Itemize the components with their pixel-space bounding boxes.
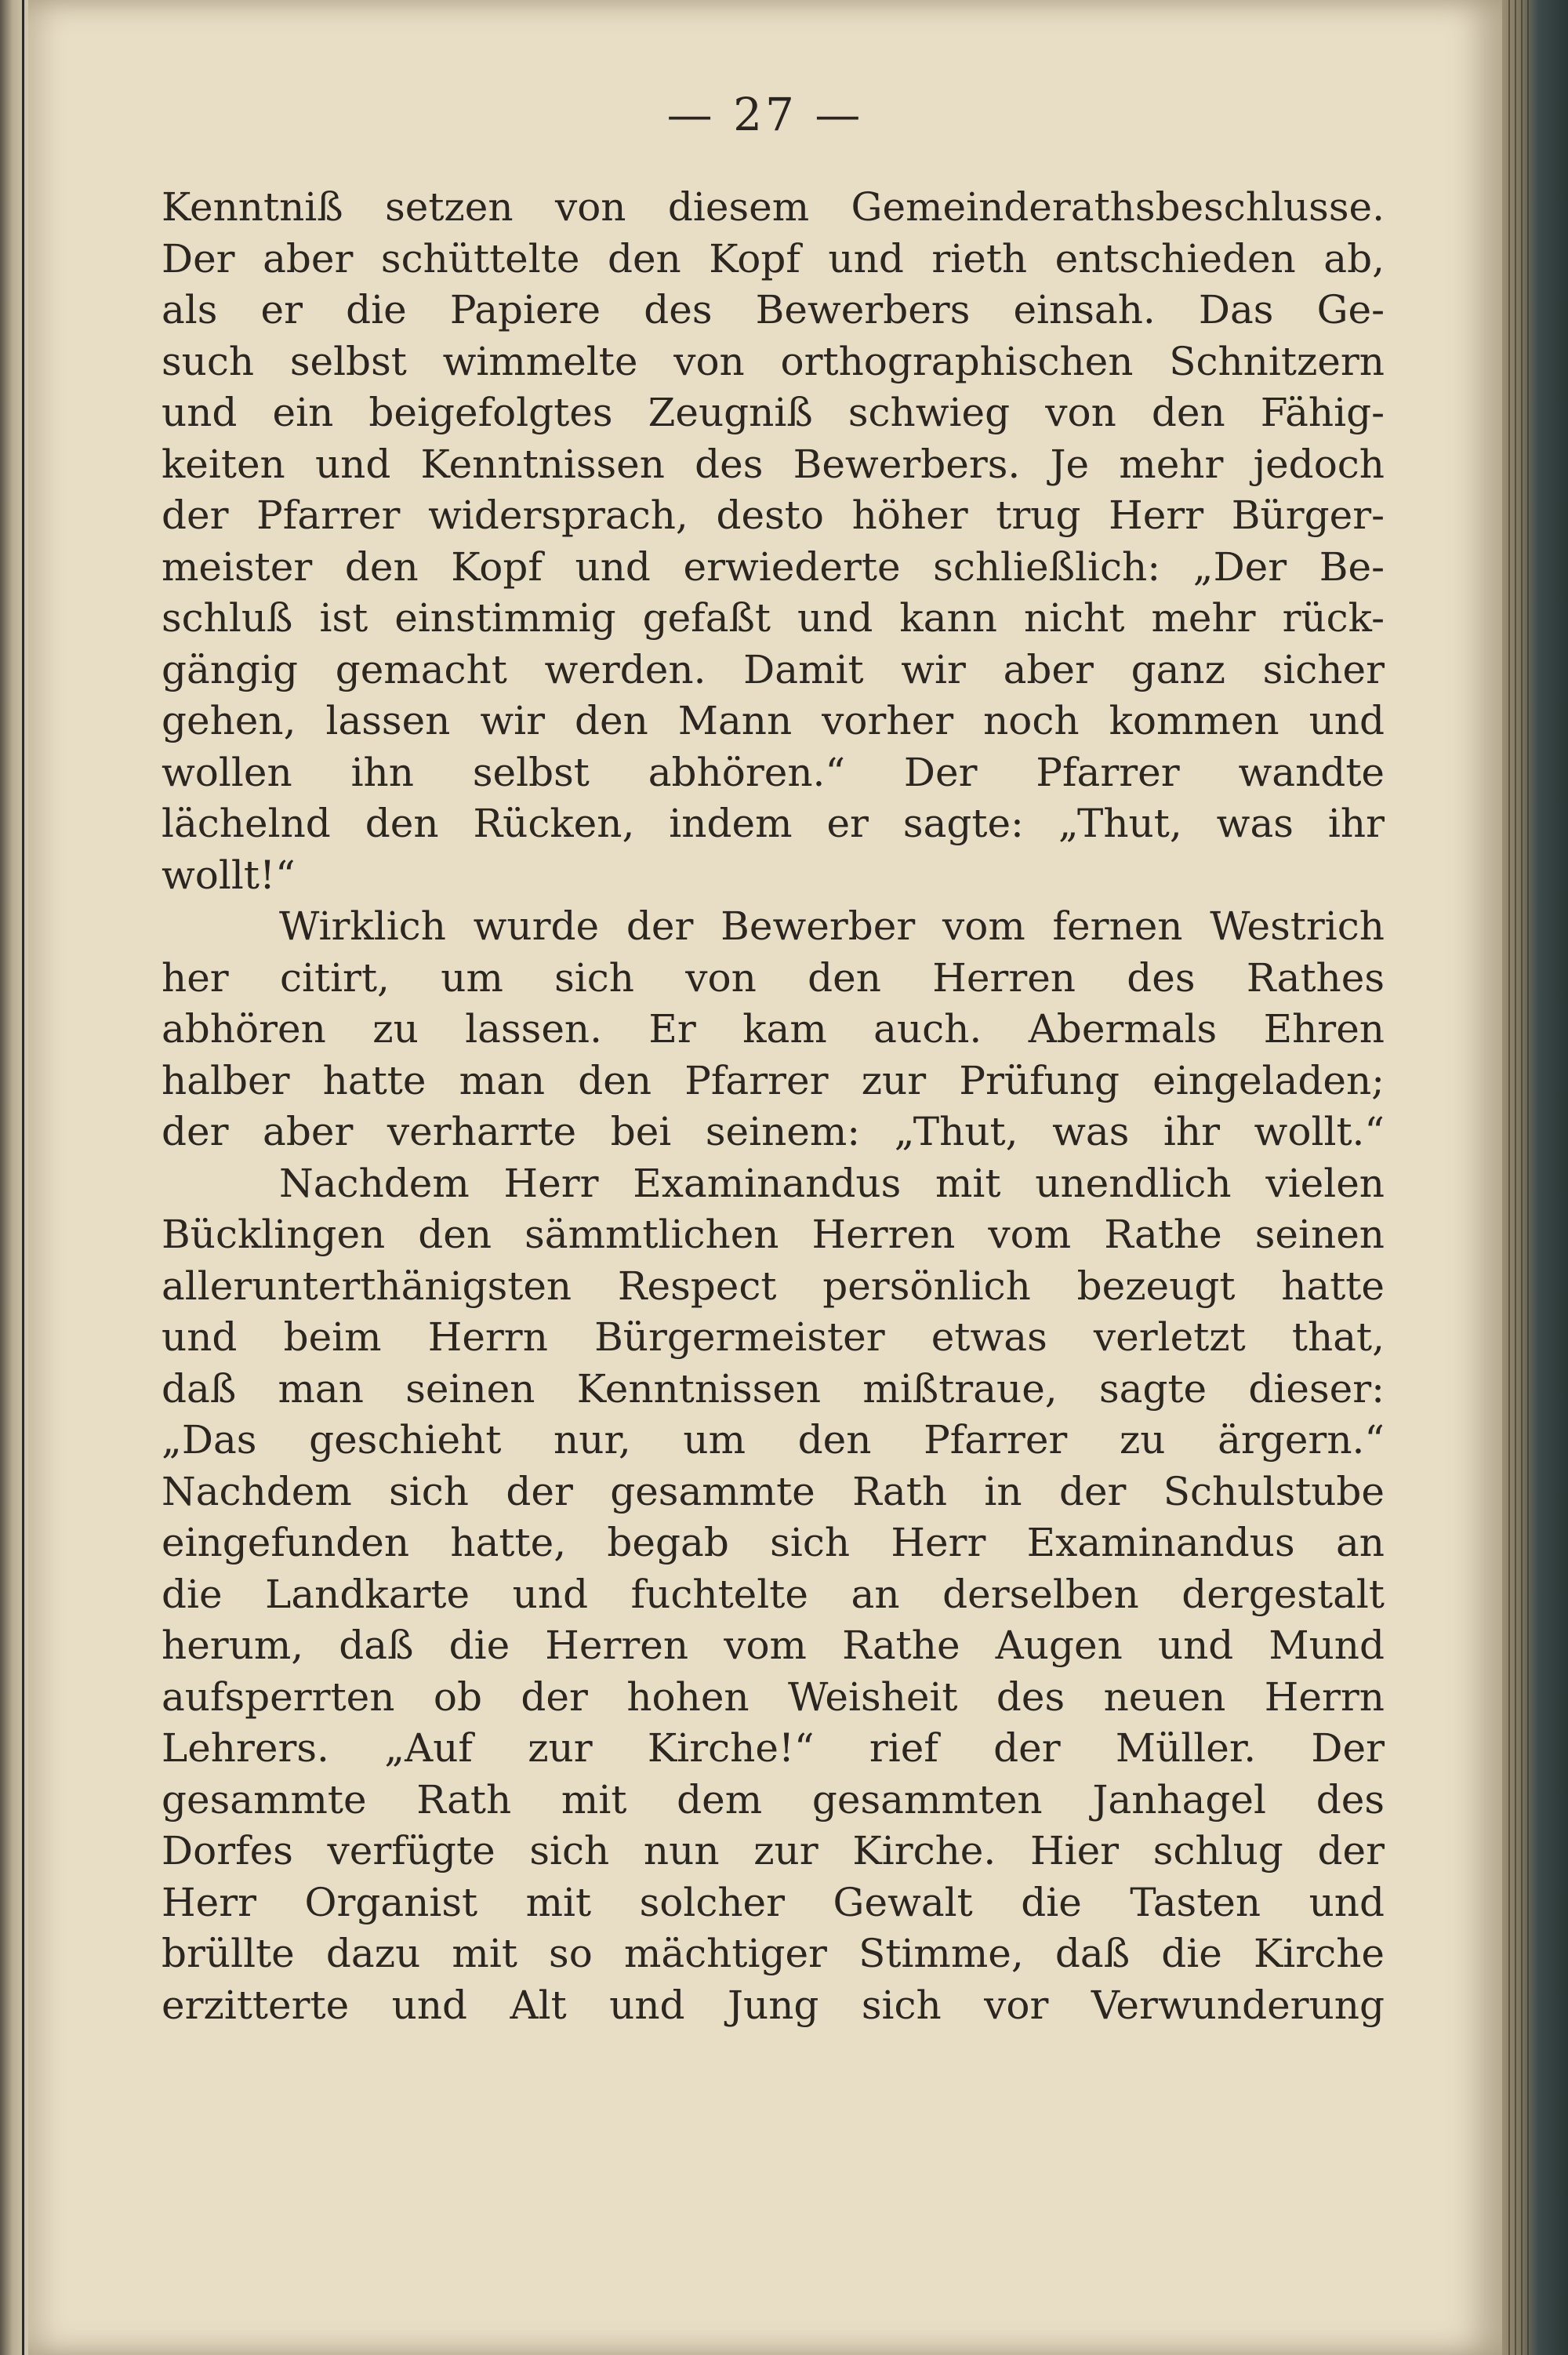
book-binding-edge <box>1502 0 1568 2355</box>
page-edge-line <box>1508 0 1510 2355</box>
text-line: wollen ihn selbst abhören.“ Der Pfarrer wandte <box>162 749 1385 795</box>
text-line: keiten und Kenntnissen des Bewerbers. Je mehr jedoch <box>162 441 1385 487</box>
text-line: Lehrers. „Auf zur Kirche!“ rief der Müller. Der <box>162 1725 1385 1771</box>
page-text <box>162 182 1385 2031</box>
text-line: erzitterte und Alt und Jung sich vor Verwunderung <box>162 1982 1385 2028</box>
text-line: Der aber schüttelte den Kopf und rieth entschieden ab, <box>162 235 1385 282</box>
text-line: Herr Organist mit solcher Gewalt die Tasten und <box>162 1879 1385 1925</box>
text-line: lächelnd den Rücken, indem er sagte: „Thut, was ihr <box>162 801 1385 846</box>
text-line: brüllte dazu mit so mächtiger Stimme, daß die Kirche <box>162 1931 1385 1976</box>
text-line: und ein beigefolgtes Zeugniß schwieg von den Fähig- <box>162 390 1385 435</box>
text-line: Nachdem Herr Examinandus mit unendlich vielen <box>279 1160 1385 1206</box>
page-edge-line <box>1515 0 1516 2355</box>
page-edge-line <box>1521 0 1523 2355</box>
text-line: die Landkarte und fuchtelte an derselben dergestalt <box>162 1571 1385 1617</box>
text-line: her citirt, um sich von den Herren des Rathes <box>162 954 1385 1001</box>
text-line: Bücklingen den sämmtlichen Herren vom Rathe seinen <box>162 1212 1385 1257</box>
text-line: gängig gemacht werden. Damit wir aber ganz sicher <box>162 646 1385 692</box>
text-line: Nachdem sich der gesammte Rath in der Schulstube <box>162 1468 1385 1514</box>
text-line: Kenntniß setzen von diesem Gemeinderathsbeschlusse. <box>162 184 1385 230</box>
text-line: eingefunden hatte, begab sich Herr Examinandus an <box>162 1520 1385 1565</box>
text-line: der aber verharrte bei seinem: „Thut, was ihr wollt.“ <box>162 1109 1385 1154</box>
text-line: gehen, lassen wir den Mann vorher noch kommen und <box>162 698 1385 743</box>
page-edge-line <box>1527 0 1529 2355</box>
book-page <box>28 0 1502 2355</box>
text-line: und beim Herrn Bürgermeister etwas verletzt that, <box>162 1314 1385 1360</box>
text-line: gesammte Rath mit dem gesammten Janhagel des <box>162 1776 1385 1823</box>
text-line: als er die Papiere des Bewerbers einsah. Das Ge- <box>162 287 1385 333</box>
text-line: aufsperrten ob der hohen Weisheit des neuen Herrn <box>162 1674 1385 1720</box>
text-line: Wirklich wurde der Bewerber vom fernen Westrich <box>279 903 1385 949</box>
adjacent-page-edge <box>0 0 31 2355</box>
page-fold-line <box>22 0 24 2355</box>
text-line: Dorfes verfügte sich nun zur Kirche. Hier schlug der <box>162 1828 1385 1873</box>
text-line: schluß ist einstimmig gefaßt und kann nicht mehr rück- <box>162 595 1385 641</box>
text-line: allerunterthänigsten Respect persönlich bezeugt hatte <box>162 1263 1385 1309</box>
text-line: such selbst wimmelte von orthographischen Schnitzern <box>162 338 1385 384</box>
page-number: — 27 — <box>666 88 864 141</box>
text-line: halber hatte man den Pfarrer zur Prüfung eingeladen; <box>162 1057 1385 1103</box>
text-line: herum, daß die Herren vom Rathe Augen und Mund <box>162 1623 1385 1668</box>
text-line: abhören zu lassen. Er kam auch. Abermals Ehren <box>162 1006 1385 1052</box>
text-line: meister den Kopf und erwiederte schließlich: „Der Be- <box>162 543 1385 590</box>
text-line: „Das geschieht nur, um den Pfarrer zu ärgern.“ <box>162 1417 1385 1463</box>
text-line: wollt!“ <box>162 852 296 898</box>
text-line: daß man seinen Kenntnissen mißtraue, sagte dieser: <box>162 1365 1385 1412</box>
text-line: der Pfarrer widersprach, desto höher trug Herr Bürger- <box>162 492 1385 538</box>
